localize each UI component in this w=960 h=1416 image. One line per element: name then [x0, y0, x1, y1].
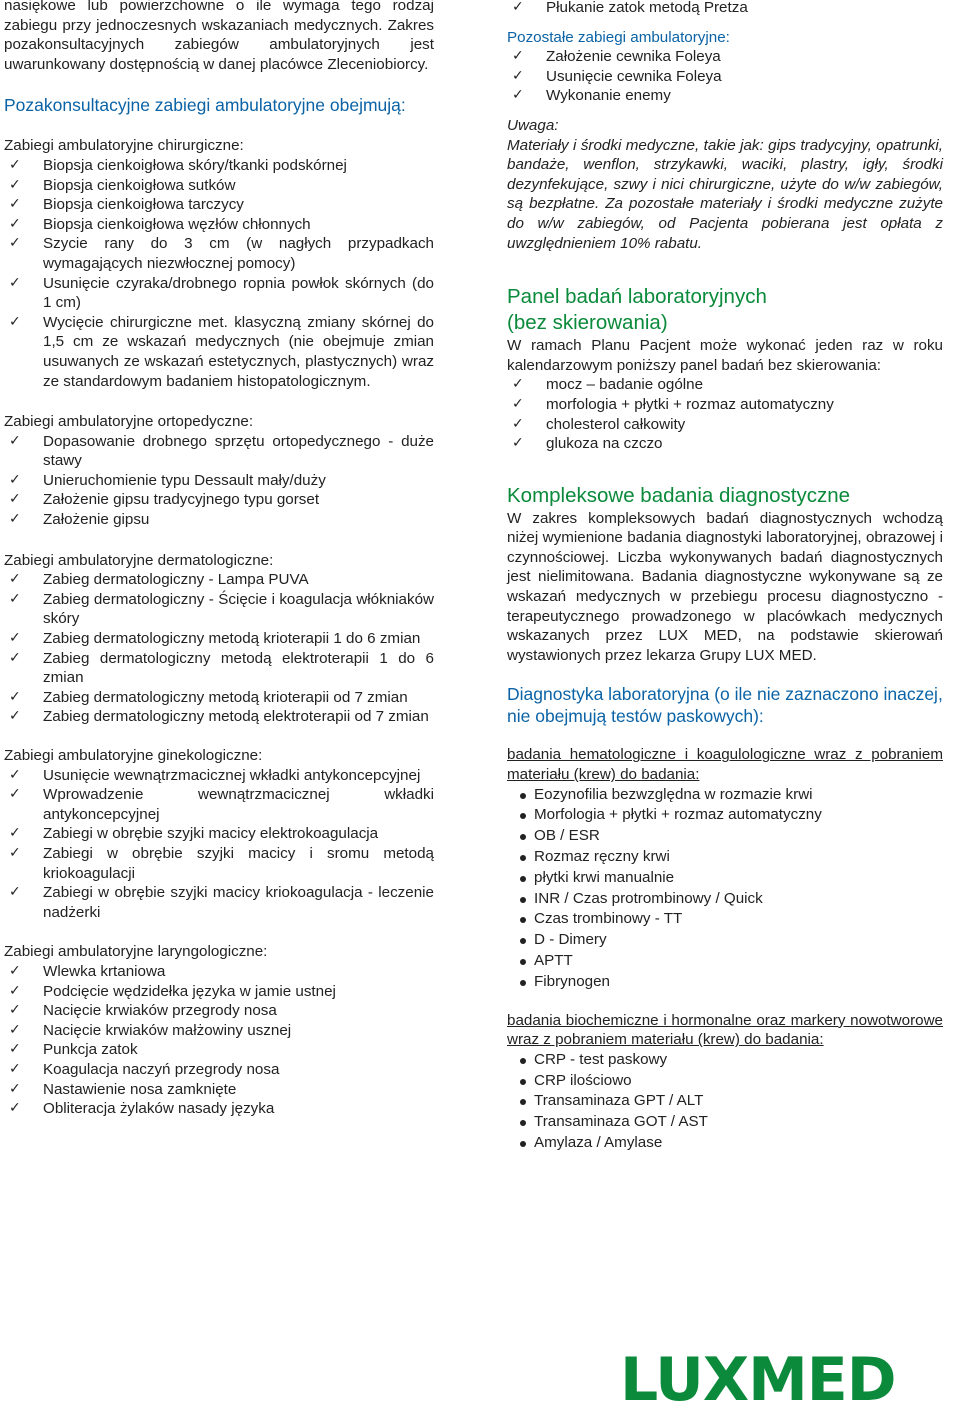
biochemistry-list: [507, 1050, 943, 1154]
list-item: ✓ Biopsja cienkoigłowa tarczycy: [4, 195, 434, 215]
list-item: ✓ Założenie cewnika Foleya: [507, 47, 943, 67]
list-item: INR / Czas protrombinowy / Quick: [507, 889, 943, 910]
procedure-list: [4, 570, 434, 727]
luxmed-logo-text: LUXMED: [620, 1348, 896, 1408]
intro-paragraph: nasiękowe lub powierzchowne o ile wymaga tego rodzaj zabiegu przy jednoczesnych wskazaniach medycznych. Zakres pozakonsultacyjnych zabiegów ambulatoryjnych jest uwarunkowany dostępnością w danej placówce Zleceniobiorcy.: [4, 0, 434, 73]
list-item: ✓ Punkcja zatok: [4, 1040, 434, 1060]
list-item: Fibrynogen: [507, 972, 943, 993]
list-item: ✓ Unieruchomienie typu Dessault mały/duży: [4, 471, 434, 491]
subsection-title: Zabiegi ambulatoryjne ginekologiczne:: [4, 747, 263, 764]
list-item: ✓ Usunięcie czyraka/drobnego ropnia powłok skórnych (do 1 cm): [4, 274, 434, 313]
subsection-title: Zabiegi ambulatoryjne laryngologiczne:: [4, 943, 268, 961]
list-item: ✓ Zabiegi w obrębie szyjki macicy elektrokoagulacja: [4, 824, 434, 844]
list-item: ✓ Zabieg dermatologiczny - Lampa PUVA: [4, 570, 434, 590]
note-title: Uwaga:: [507, 116, 559, 134]
list-item: ✓ Usunięcie wewnątrzmacicznej wkładki antykoncepcyjnej: [4, 766, 434, 786]
list-item: ✓ Zabieg dermatologiczny metodą elektroterapii od 7 zmian: [4, 707, 434, 727]
list-item: ✓ Nacięcie krwiaków przegrody nosa: [4, 1001, 434, 1021]
top-list: [507, 0, 943, 18]
biochemistry-title: badania biochemiczne i hormonalne oraz markery nowotworowe wraz z pobraniem materiału (krew) do badania:: [507, 1011, 943, 1049]
other-procedures-list: [507, 47, 943, 106]
list-item: ✓ Zabieg dermatologiczny - Ścięcie i koagulacja włókniaków skóry: [4, 590, 434, 629]
list-item: Transaminaza GOT / AST: [507, 1112, 943, 1133]
list-item: ✓ Zabieg dermatologiczny metodą elektroterapii 1 do 6 zmian: [4, 649, 434, 688]
list-item: ✓ Założenie gipsu tradycyjnego typu gorset: [4, 490, 434, 510]
procedure-list: [4, 766, 434, 923]
list-item: ✓ Zabiegi w obrębie szyjki macicy kriokoagulacja - leczenie nadżerki: [4, 883, 434, 922]
list-item: ✓ Usunięcie cewnika Foleya: [507, 67, 943, 87]
list-item: D - Dimery: [507, 930, 943, 951]
list-item: ✓ Szycie rany do 3 cm (w nagłych przypadkach wymagających niezwłocznej pomocy): [4, 234, 434, 273]
section-heading: Pozakonsultacyjne zabiegi ambulatoryjne obejmują:: [4, 95, 406, 116]
list-item: Czas trombinowy - TT: [507, 909, 943, 930]
subsection-title: Zabiegi ambulatoryjne chirurgiczne:: [4, 137, 244, 155]
subsection-title: Zabiegi ambulatoryjne dermatologiczne:: [4, 551, 274, 569]
list-item: płytki krwi manualnie: [507, 868, 943, 889]
list-item: ✓ Wycięcie chirurgiczne met. klasyczną zmiany skórnej do 1,5 cm ze wskazań medycznych (nie obejmuje zmian usuwanych ze wskazań estetycznych, plastycznych) wraz ze standardowym badaniem histopatologicznym.: [4, 313, 434, 391]
other-procedures-title: Pozostałe zabiegi ambulatoryjne:: [507, 28, 730, 46]
hematology-title: badania hematologiczne i koagulologiczne wraz z pobraniem materiału (krew) do badania:: [507, 746, 943, 784]
list-item: Amylaza / Amylase: [507, 1133, 943, 1154]
list-item: ✓ Biopsja cienkoigłowa węzłów chłonnych: [4, 215, 434, 235]
list-item: Transaminaza GPT / ALT: [507, 1091, 943, 1112]
procedure-list: [4, 432, 434, 530]
list-item: ✓ Dopasowanie drobnego sprzętu ortopedycznego - duże stawy: [4, 432, 434, 471]
left-column: [4, 0, 434, 1119]
panel-title-line1: Panel badań laboratoryjnych: [507, 285, 767, 309]
list-item: ✓ Wlewka krtaniowa: [4, 962, 434, 982]
list-item: ✓ Założenie gipsu: [4, 510, 434, 530]
list-item: ✓ glukoza na czczo: [507, 434, 943, 454]
list-item: ✓ Biopsja cienkoigłowa skóry/tkanki podskórnej: [4, 156, 434, 176]
list-item: ✓ Wykonanie enemy: [507, 86, 943, 106]
list-item: ✓ Nacięcie krwiaków małżowiny usznej: [4, 1021, 434, 1041]
list-item: ✓ Zabieg dermatologiczny metodą krioterapii 1 do 6 zmian: [4, 629, 434, 649]
complex-title: Kompleksowe badania diagnostyczne: [507, 483, 851, 507]
list-item: ✓ Podcięcie wędzidełka języka w jamie ustnej: [4, 982, 434, 1002]
list-item: Rozmaz ręczny krwi: [507, 847, 943, 868]
list-item: ✓ Wprowadzenie wewnątrzmacicznej wkładki antykoncepcyjnej: [4, 785, 434, 824]
list-item: CRP - test paskowy: [507, 1050, 943, 1071]
list-item: ✓ morfologia + płytki + rozmaz automatyczny: [507, 395, 943, 415]
list-item: APTT: [507, 951, 943, 972]
complex-text: W zakres kompleksowych badań diagnostycznych wchodzą niżej wymienione badania diagnostyki laboratoryjnej, obrazowej i czynnościowej. Liczba wykonywanych badań diagnostycznych jest nielimitowana. Badania diagnostyczne wykonywane są ze wskazań medycznych w przebiegu procesu diagnostyczno - terapeutycznego prowadzonego w placówkach medycznych wskazanych przez LUX MED, na podstawie skierowań wystawionych przez lekarza Grupy LUX MED.: [507, 509, 943, 664]
list-item: ✓ Zabieg dermatologiczny metodą krioterapii od 7 zmian: [4, 688, 434, 708]
list-item: Morfologia + płytki + rozmaz automatyczny: [507, 805, 943, 826]
lab-title: Diagnostyka laboratoryjna (o ile nie zaznaczono inaczej, nie obejmują testów paskowych):: [507, 684, 943, 727]
list-item: CRP ilościowo: [507, 1071, 943, 1092]
list-item: Eozynofilia bezwzględna w rozmazie krwi: [507, 785, 943, 806]
procedure-list: [4, 962, 434, 1119]
procedure-sections: [4, 136, 434, 1118]
panel-intro: W ramach Planu Pacjent może wykonać jeden raz w roku kalendarzowym poniższy panel badań bez skierowania:: [507, 337, 943, 374]
list-item: ✓ Nastawienie nosa zamknięte: [4, 1080, 434, 1100]
panel-list: [507, 375, 943, 453]
list-item: ✓ cholesterol całkowity: [507, 415, 943, 435]
note-text: Materiały i środki medyczne, takie jak: gips tradycyjny, opatrunki, bandaże, wenflon, strzykawki, waciki, plastry, igły, środki dezynfekujące, szwy i nici chirurgiczne, użyte do w/w zabiegów, są bezpłatne. Za pozostałe materiały i środki medyczne zużyte do w/w zabiegów, od Pacjenta pobierana jest opłata z uwzględnieniem 10% rabatu.: [507, 136, 943, 252]
list-item: OB / ESR: [507, 826, 943, 847]
list-item: ✓ Koagulacja naczyń przegrody nosa: [4, 1060, 434, 1080]
list-item: ✓ Płukanie zatok metodą Pretza: [507, 0, 943, 18]
subsection-title: Zabiegi ambulatoryjne ortopedyczne:: [4, 413, 254, 431]
list-item: ✓ Zabiegi w obrębie szyjki macicy i sromu metodą kriokoagulacji: [4, 844, 434, 883]
right-column: [507, 0, 943, 1154]
luxmed-logo: [620, 1348, 940, 1414]
luxmed-logo-mark: [620, 1348, 940, 1408]
procedure-list: [4, 156, 434, 391]
list-item: ✓ Obliteracja żylaków nasady języka: [4, 1099, 434, 1119]
panel-title-line2: (bez skierowania): [507, 311, 668, 335]
list-item: ✓ mocz – badanie ogólne: [507, 375, 943, 395]
list-item: ✓ Biopsja cienkoigłowa sutków: [4, 176, 434, 196]
hematology-list: [507, 785, 943, 993]
